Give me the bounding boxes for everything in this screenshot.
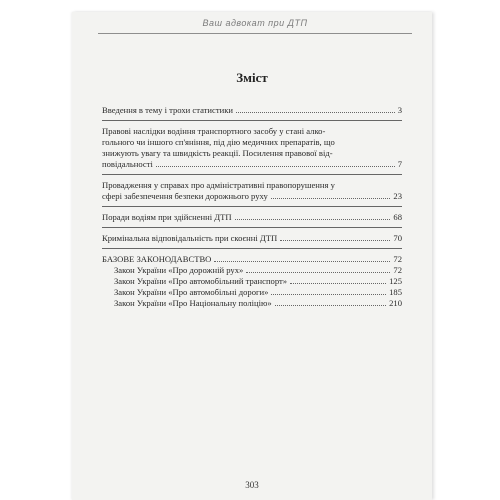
dot-leader: [271, 198, 391, 199]
toc-entry: [102, 233, 402, 244]
running-head-rule: [98, 33, 412, 34]
entry-separator: [102, 227, 402, 228]
toc-entry: [102, 212, 402, 223]
toc-page-number: 125: [389, 276, 402, 286]
toc-page-number: 72: [393, 265, 402, 275]
toc-entry-text: Закон України «Про дорожній рух»: [114, 265, 244, 275]
dot-leader: [246, 272, 390, 273]
toc-page-number: 185: [389, 287, 402, 297]
dot-leader: [280, 240, 390, 241]
toc-entry: [102, 126, 402, 170]
toc-page-number: 72: [393, 254, 402, 264]
toc-subentry: [102, 298, 402, 309]
toc-entry-line: Провадження у справах про адміністративні правопорушення у: [102, 180, 335, 190]
toc-page-number: 23: [393, 191, 402, 201]
toc-page-number: 68: [393, 212, 402, 222]
entry-separator: [102, 248, 402, 249]
toc-entry-text: сфері забезпечення безпеки дорожнього руху: [102, 191, 268, 201]
dot-leader: [271, 294, 386, 295]
toc-page-number: 7: [397, 159, 402, 169]
toc-entry: [102, 180, 402, 202]
toc-subentry: [102, 265, 402, 276]
toc-entry-line: гольного чи іншого сп'яніння, під дію медичних препаратів, що: [102, 137, 335, 147]
page-number: 303: [245, 480, 259, 490]
dot-leader: [236, 112, 395, 113]
dot-leader: [290, 283, 386, 284]
toc-entry-text: Поради водіям при здійсненні ДТП: [102, 212, 232, 222]
toc-entry-text: Закон України «Про автомобільні дороги»: [114, 287, 269, 297]
book-page: [72, 12, 432, 500]
dot-leader: [214, 261, 390, 262]
running-head: Ваш адвокат при ДТП: [202, 18, 308, 28]
toc-subentry: [102, 276, 402, 287]
dot-leader: [275, 305, 386, 306]
dot-leader: [156, 166, 395, 167]
toc-entry-text: Введення в тему і трохи статистики: [102, 105, 233, 115]
toc-entry-text: Кримінальна відповідальність при скоєнні ДТП: [102, 233, 278, 243]
entry-separator: [102, 174, 402, 175]
toc-title: Зміст: [236, 70, 268, 85]
toc-page-number: 70: [393, 233, 402, 243]
toc-subentry: [102, 287, 402, 298]
toc-page-number: 3: [397, 105, 402, 115]
table-of-contents: [102, 105, 402, 309]
entry-separator: [102, 206, 402, 207]
toc-entry: [102, 254, 402, 265]
entry-separator: [102, 120, 402, 121]
toc-entry: [102, 105, 402, 116]
toc-entry-line: знижують увагу та швидкість реакції. Посилення правової від-: [102, 148, 333, 158]
toc-page-number: 210: [389, 298, 402, 308]
dot-leader: [235, 219, 391, 220]
toc-entry-text: повідальності: [102, 159, 153, 169]
toc-entry-text: Закон України «Про Національну поліцію»: [114, 298, 272, 308]
toc-entry-text: Закон України «Про автомобільний транспорт»: [114, 276, 288, 286]
toc-entry-line: Правові наслідки водіння транспортного засобу у стані алко-: [102, 126, 326, 136]
toc-entry-text: БАЗОВЕ ЗАКОНОДАВСТВО: [102, 254, 212, 264]
